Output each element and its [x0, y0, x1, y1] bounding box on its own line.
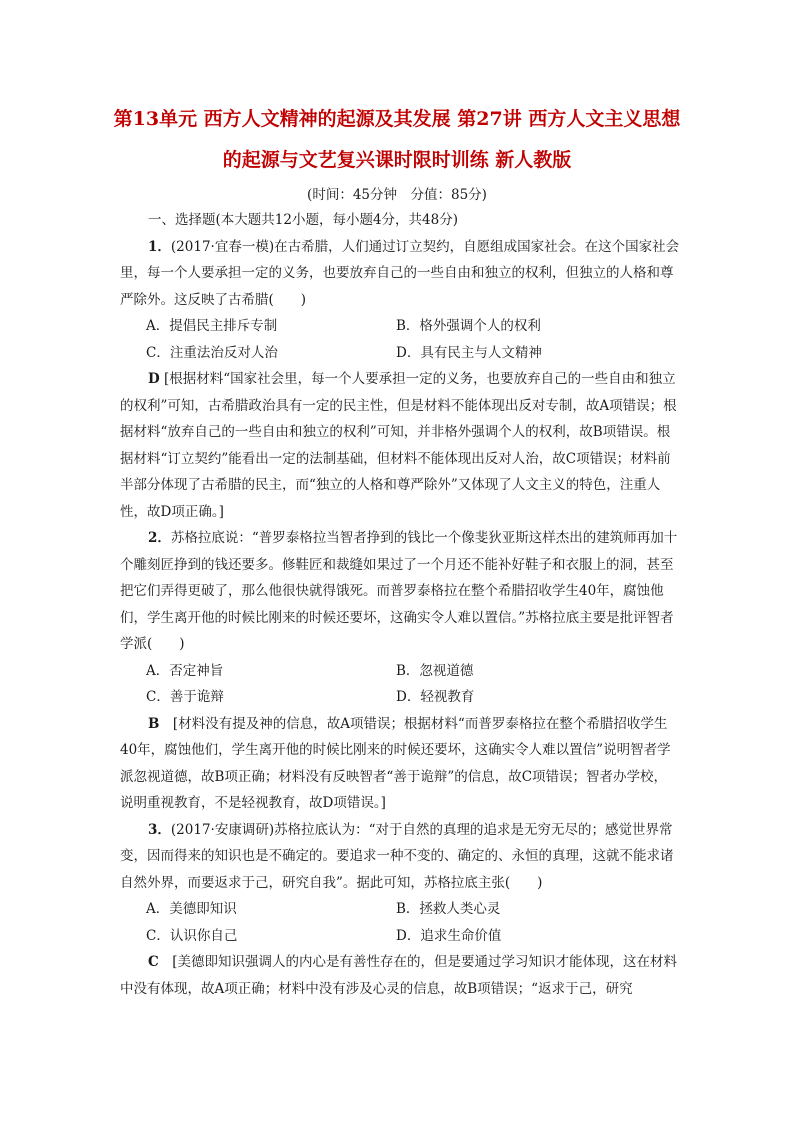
answer-letter: C [148, 954, 159, 970]
document-body [120, 207, 680, 1002]
question-1-options [120, 313, 680, 366]
option-b: B．拯救人类心灵 [396, 901, 501, 917]
option-c: C．注重法治反对人治 [146, 344, 278, 361]
option-b: B．格外强调个人的权利 [396, 318, 541, 334]
question-number: 3． [148, 821, 171, 838]
answer-3 [120, 949, 680, 1002]
option-d: D．具有民主与人文精神 [396, 344, 542, 361]
question-2-options [120, 658, 680, 711]
question-text: (2017·宜春一模)在古希腊，人们通过订立契约，自愿组成国家社会。在这个国家社会里，每一个人要承担一定的义务，也要放弃自己的一些自由和独立的权利，但独立的人格和尊严除外。这反映了古希腊( ) [120, 238, 680, 308]
answer-explanation: [材料没有提及神的信息，故A项错误；根据材料“而普罗泰格拉在整个希腊招收学生40年，腐蚀他们，学生离开他的时候比刚来的时候还要坏，这确实令人难以置信”说明智者学派忽视道德，故B项正确；材料没有反映智者“善于诡辩”的信息，故C项错误；智者办学校，说明重视教育，不是轻视教育，故D项错误。] [120, 715, 671, 811]
question-text: 苏格拉底说：“普罗泰格拉当智者挣到的钱比一个像斐狄亚斯这样杰出的建筑师再加十个雕刻匠挣到的钱还要多。修鞋匠和裁缝如果过了一个月还不能补好鞋子和衣服上的洞，甚至把它们弄得更破了，那么他很快就得饿死。而普罗泰格拉在整个希腊招收学生40年，腐蚀他们，学生离开他的时候比刚来的时候还要坏，这确实令人难以置信。”苏格拉底主要是批评智者学派( ) [120, 530, 678, 652]
answer-1 [120, 366, 680, 525]
option-d: D．轻视教育 [396, 689, 475, 705]
option-d: D．追求生命价值 [396, 927, 502, 944]
option-a: A．美德即知识 [146, 901, 237, 917]
option-a: A．提倡民主排斥专制 [146, 318, 278, 334]
question-3 [120, 817, 680, 897]
answer-letter: D [148, 371, 160, 387]
option-a: A．否定神旨 [146, 662, 224, 679]
option-c: C．认识你自己 [146, 927, 238, 944]
document-title-line1: 第13单元 西方人文精神的起源及其发展 第27讲 西方人文主义思想 [113, 108, 681, 130]
answer-2 [120, 711, 680, 817]
option-b: B．忽视道德 [396, 662, 474, 679]
question-number: 1． [148, 238, 171, 255]
question-3-options [120, 896, 680, 949]
option-c: C．善于诡辩 [146, 689, 224, 705]
answer-explanation: [根据材料“国家社会里，每一个人要承担一定的义务，也要放弃自己的一些自由和独立的权利”可知，古希腊政治具有一定的民主性，但是材料不能体现出反对专制，故A项错误；根据材料“放弃自己的一些自由和独立的权利”可知，并非格外强调个人的权利，故B项错误。根据材料“订立契约”能看出一定的法制基础，但材料不能体现出反对人治，故C项错误；材料前半部分体现了古希腊的民主，而“独立的人格和尊严除外”又体现了人文主义的特色，注重人性，故D项正确。] [120, 371, 677, 520]
question-2 [120, 525, 680, 658]
answer-explanation: [美德即知识强调人的内心是有善性存在的，但是要通过学习知识才能体现，这在材料中没有体现，故A项正确；材料中没有涉及心灵的信息，故B项错误；“返求于己，研究 [120, 954, 678, 997]
answer-letter: B [148, 715, 160, 732]
question-text: (2017·安康调研)苏格拉底认为：“对于自然的真理的追求是无穷无尽的；感觉世界常变，因而得来的知识也是不确定的。要追求一种不变的、确定的、永恒的真理，这就不能求诸自然外界，而要返求于己，研究自我”。据此可知，苏格拉底主张( ) [120, 821, 674, 891]
section-heading: 一、选择题(本大题共12小题，每小题4分，共48分) [148, 212, 458, 228]
question-number: 2． [148, 530, 171, 546]
time-score-info: (时间：45分钟 分值：85分) [307, 187, 487, 203]
document-title-line2: 的起源与文艺复兴课时限时训练 新人教版 [222, 149, 572, 171]
question-1 [120, 234, 680, 314]
